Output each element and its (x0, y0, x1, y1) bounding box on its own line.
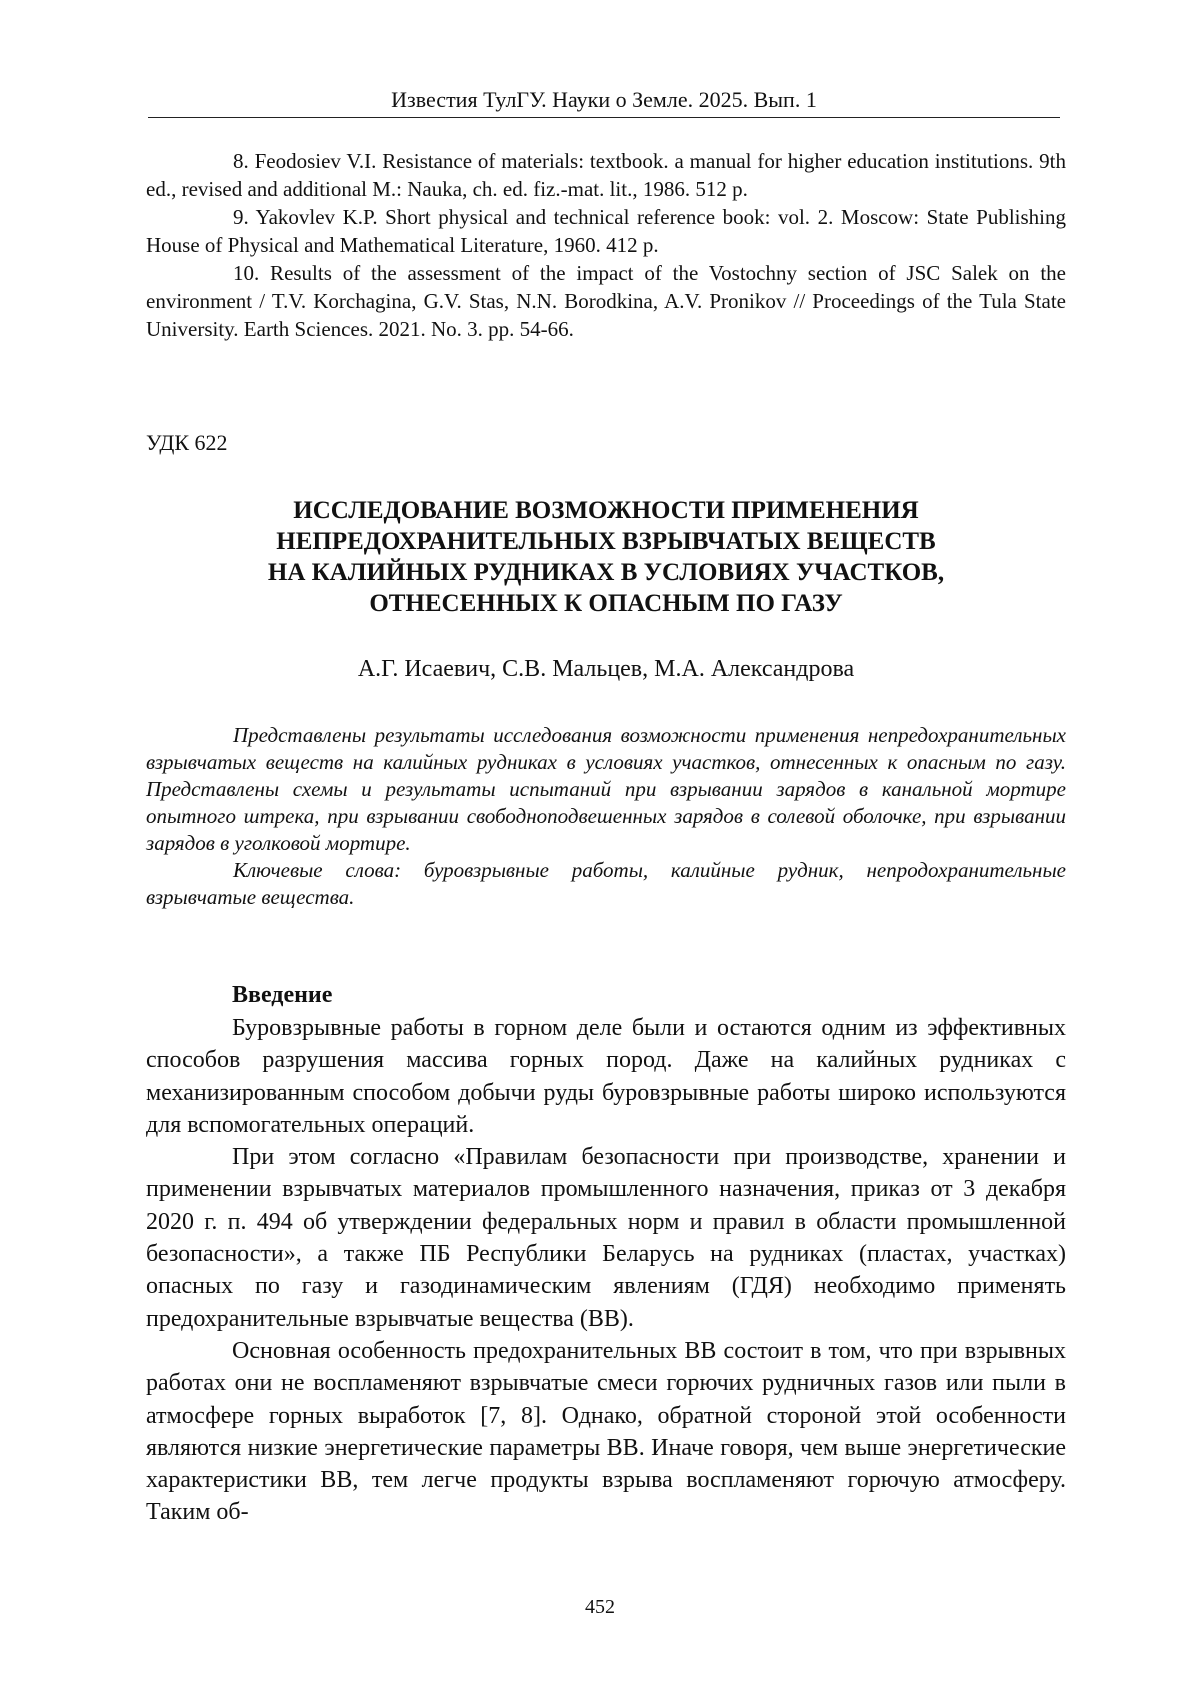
title-line: ОТНЕСЕННЫХ К ОПАСНЫМ ПО ГАЗУ (369, 590, 843, 617)
body-paragraph: При этом согласно «Правилам безопасности при производстве, хранении и применении взрывчатых материалов промышленного назначения, приказ от 3 декабря 2020 г. п. 494 об утверждении федеральных норм и правил в области промышленной безопасности», а также ПБ Республики Беларусь на рудниках (пластах, участках) опасных по газу и газодинамическим явлениям (ГДЯ) необходимо применять предохранительные взрывчатые вещества (ВВ). (146, 1144, 1066, 1332)
body-paragraph: Буровзрывные работы в горном деле были и остаются одним из эффективных способов разрушения массива горных пород. Даже на калийных рудниках с механизированным способом добычи руды буровзрывные работы широко используются для вспомогательных операций. (146, 1015, 1066, 1138)
reference-item: 10. Results of the assessment of the impact of the Vostochny section of JSC Salek on the environment / T.V. Korchagina, G.V. Stas, N.N. Borodkina, A.V. Pronikov // Proceedings of the Tula State University. Earth Sciences. 2021. No. 3. pp. 54-66. (146, 261, 1066, 341)
body-paragraph: Основная особенность предохранительных ВВ состоит в том, что при взрывных работах они не воспламеняют взрывчатые смеси горючих рудничных газов или пыли в атмосфере горных выработок [7, 8]. Однако, обратной стороной этой особенности являются низкие энергетические параметры ВВ. Иначе говоря, чем выше энергетические характеристики ВВ, тем легче продукты взрыва воспламеняют горючую атмосферу. Таким об- (146, 1337, 1066, 1526)
running-header: Известия ТулГУ. Науки о Земле. 2025. Вып. 1 (391, 87, 817, 112)
title-line: ИССЛЕДОВАНИЕ ВОЗМОЖНОСТИ ПРИМЕНЕНИЯ (293, 497, 919, 524)
abstract-block (146, 722, 1066, 911)
page-number: 452 (585, 1596, 615, 1618)
body-text (146, 1012, 1066, 1529)
keywords-text: Ключевые слова: буровзрывные работы, калийные рудник, непродохранительные взрывчатые вещества. (146, 858, 1066, 909)
abstract-text: Представлены результаты исследования возможности применения непредохранительных взрывчатых веществ на калийных рудниках в условиях участков, отнесенных к опасным по газу. Представлены схемы и результаты испытаний при взрывании зарядов в канальной мортире опытного штрека, при взрывании свободноподвешенных зарядов в солевой оболочке, при взрывании зарядов в уголковой мортире. (146, 723, 1066, 855)
author-list: А.Г. Исаевич, С.В. Мальцев, М.А. Александрова (357, 656, 855, 682)
title-line: НЕПРЕДОХРАНИТЕЛЬНЫХ ВЗРЫВЧАТЫХ ВЕЩЕСТВ (276, 528, 936, 555)
reference-item: 8. Feodosiev V.I. Resistance of materials: textbook. a manual for higher education institutions. 9th ed., revised and additional M.: Nauka, ch. ed. fiz.-mat. lit., 1986. 512 p. (146, 149, 1066, 201)
section-heading: Введение (232, 982, 333, 1008)
reference-list (146, 147, 1066, 343)
article-title (146, 495, 1066, 619)
header-rule (148, 117, 1060, 118)
reference-item: 9. Yakovlev K.P. Short physical and technical reference book: vol. 2. Moscow: State Publishing House of Physical and Mathematical Literature, 1960. 412 p. (146, 205, 1066, 257)
title-line: НА КАЛИЙНЫХ РУДНИКАХ В УСЛОВИЯХ УЧАСТКОВ, (267, 559, 945, 586)
udc-code: УДК 622 (146, 430, 228, 455)
